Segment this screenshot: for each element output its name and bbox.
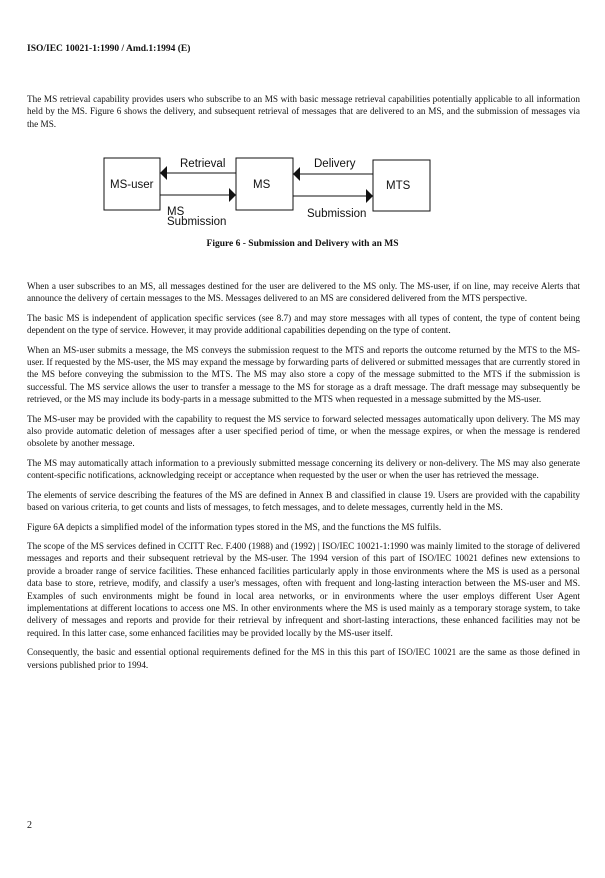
figure-caption: Figure 6 - Submission and Delivery with an MS (206, 239, 399, 249)
page-number: 2 (27, 820, 32, 831)
delivery-label: Delivery (314, 158, 356, 170)
ms-submission-label-line1: MS (167, 206, 185, 218)
intro-section (27, 93, 580, 137)
ms-submission-label-line2: Submission (167, 216, 227, 228)
retrieval-arrowhead (160, 166, 167, 180)
ms-label: MS (253, 179, 271, 191)
ms-user-label: MS-user (110, 179, 154, 191)
paragraph: Consequently, the basic and essential optional requirements defined for the MS in this this part of ISO/IEC 10021 are the same as those defined in versions published prior to 1994. (27, 647, 580, 670)
delivery-arrowhead (293, 167, 300, 181)
paragraph: When a user subscribes to an MS, all messages destined for the user are delivered to the MS only. The MS-user, if on line, may receive Alerts that announce the delivery of certain messages to the MS. Messages delivered to an MS are considered delivered from the MTS perspective. (27, 281, 580, 304)
body-text (27, 280, 580, 678)
submission-label: Submission (307, 208, 367, 220)
paragraph: When an MS-user submits a message, the MS conveys the submission request to the MTS and reports the outcome returned by the MTS to the MS-user. If requested by the MS-user, the MS may expand the message by forwarding parts of delivered or submitted messages that are currently stored in the MS before conveying the submission to the MTS. The MS may also store a copy of the message submitted to the MTS if the submission is successful. The MS service allows the user to transfer a message to the MS for storage as a draft message. The draft message may subsequently be retrieved, or the MS may include its body-parts in a message submitted to the MTS when requested in a message submitted by the MS-user. (27, 344, 580, 405)
ms-submission-arrowhead (229, 188, 236, 202)
paragraph: The MS-user may be provided with the capability to request the MS service to forward selected messages automatically upon delivery. The MS may also provide automatic deletion of messages after a user specified period of time, or when the message expires, or when the message is rendered obsolete by another message. (27, 413, 580, 449)
document-header: ISO/IEC 10021-1:1990 / Amd.1:1994 (E) (27, 44, 191, 54)
intro-paragraph: The MS retrieval capability provides users who subscribe to an MS with basic message retrieval capabilities potentially applicable to all information held by the MS. Figure 6 shows the delivery, and subsequent retrieval of messages that are delivered to an MS, and the submission of messages via the MS. (27, 94, 580, 129)
mts-label: MTS (386, 180, 411, 192)
figure-6-diagram (0, 140, 605, 235)
paragraph: The MS may automatically attach information to a previously submitted message concerning its delivery or non-delivery. The MS may also generate content-specific notifications, acknowledging receipt or acceptance when requested by the user or when the user has retrieved the message. (27, 457, 580, 481)
submission-arrowhead (366, 189, 373, 203)
paragraph: The elements of service describing the features of the MS are defined in Annex B and classified in clause 19. Users are provided with the capability based on various criteria, to get counts and lists of messages, to fetch messages, and to delete messages, currently held in the MS. (27, 489, 580, 513)
retrieval-label: Retrieval (180, 158, 226, 170)
paragraph: The scope of the MS services defined in CCITT Rec. F.400 (1988) and (1992) | ISO/IEC 10021-1:1990 was mainly limited to the storage of delivered messages and reports and their subsequent retrieval by the MS-user. The 1994 version of this part of ISO/IEC 10021 defines new extensions to provide a broader range of service facilities. These enhanced facilities particularly apply in those environments where the MS is used as a personal data base to store, retrieve, modify, and classify a user's messages, often with frequent and long-lasting interaction between the MS-user and MS. Examples of such environments might be found in local area networks, or in environments where the user employs different User Agent implementations at different locations to access one MS. In other environments where the MS is used mainly as a temporary storage system, to take delivery of messages and reports and provide for their retrieval by infrequent and short-lasting interactions, these enhanced facilities may not be required. In this latter case, some enhanced facilities may be provided locally by the MS-user itself. (27, 540, 580, 638)
paragraph: Figure 6A depicts a simplified model of the information types stored in the MS, and the functions the MS fulfils. (27, 521, 442, 532)
paragraph: The basic MS is independent of application specific services (see 8.7) and may store messages with all types of content, the type of content being dependent on the type of service. However, it may provide additional capabilities depending on the type of content. (27, 312, 580, 336)
